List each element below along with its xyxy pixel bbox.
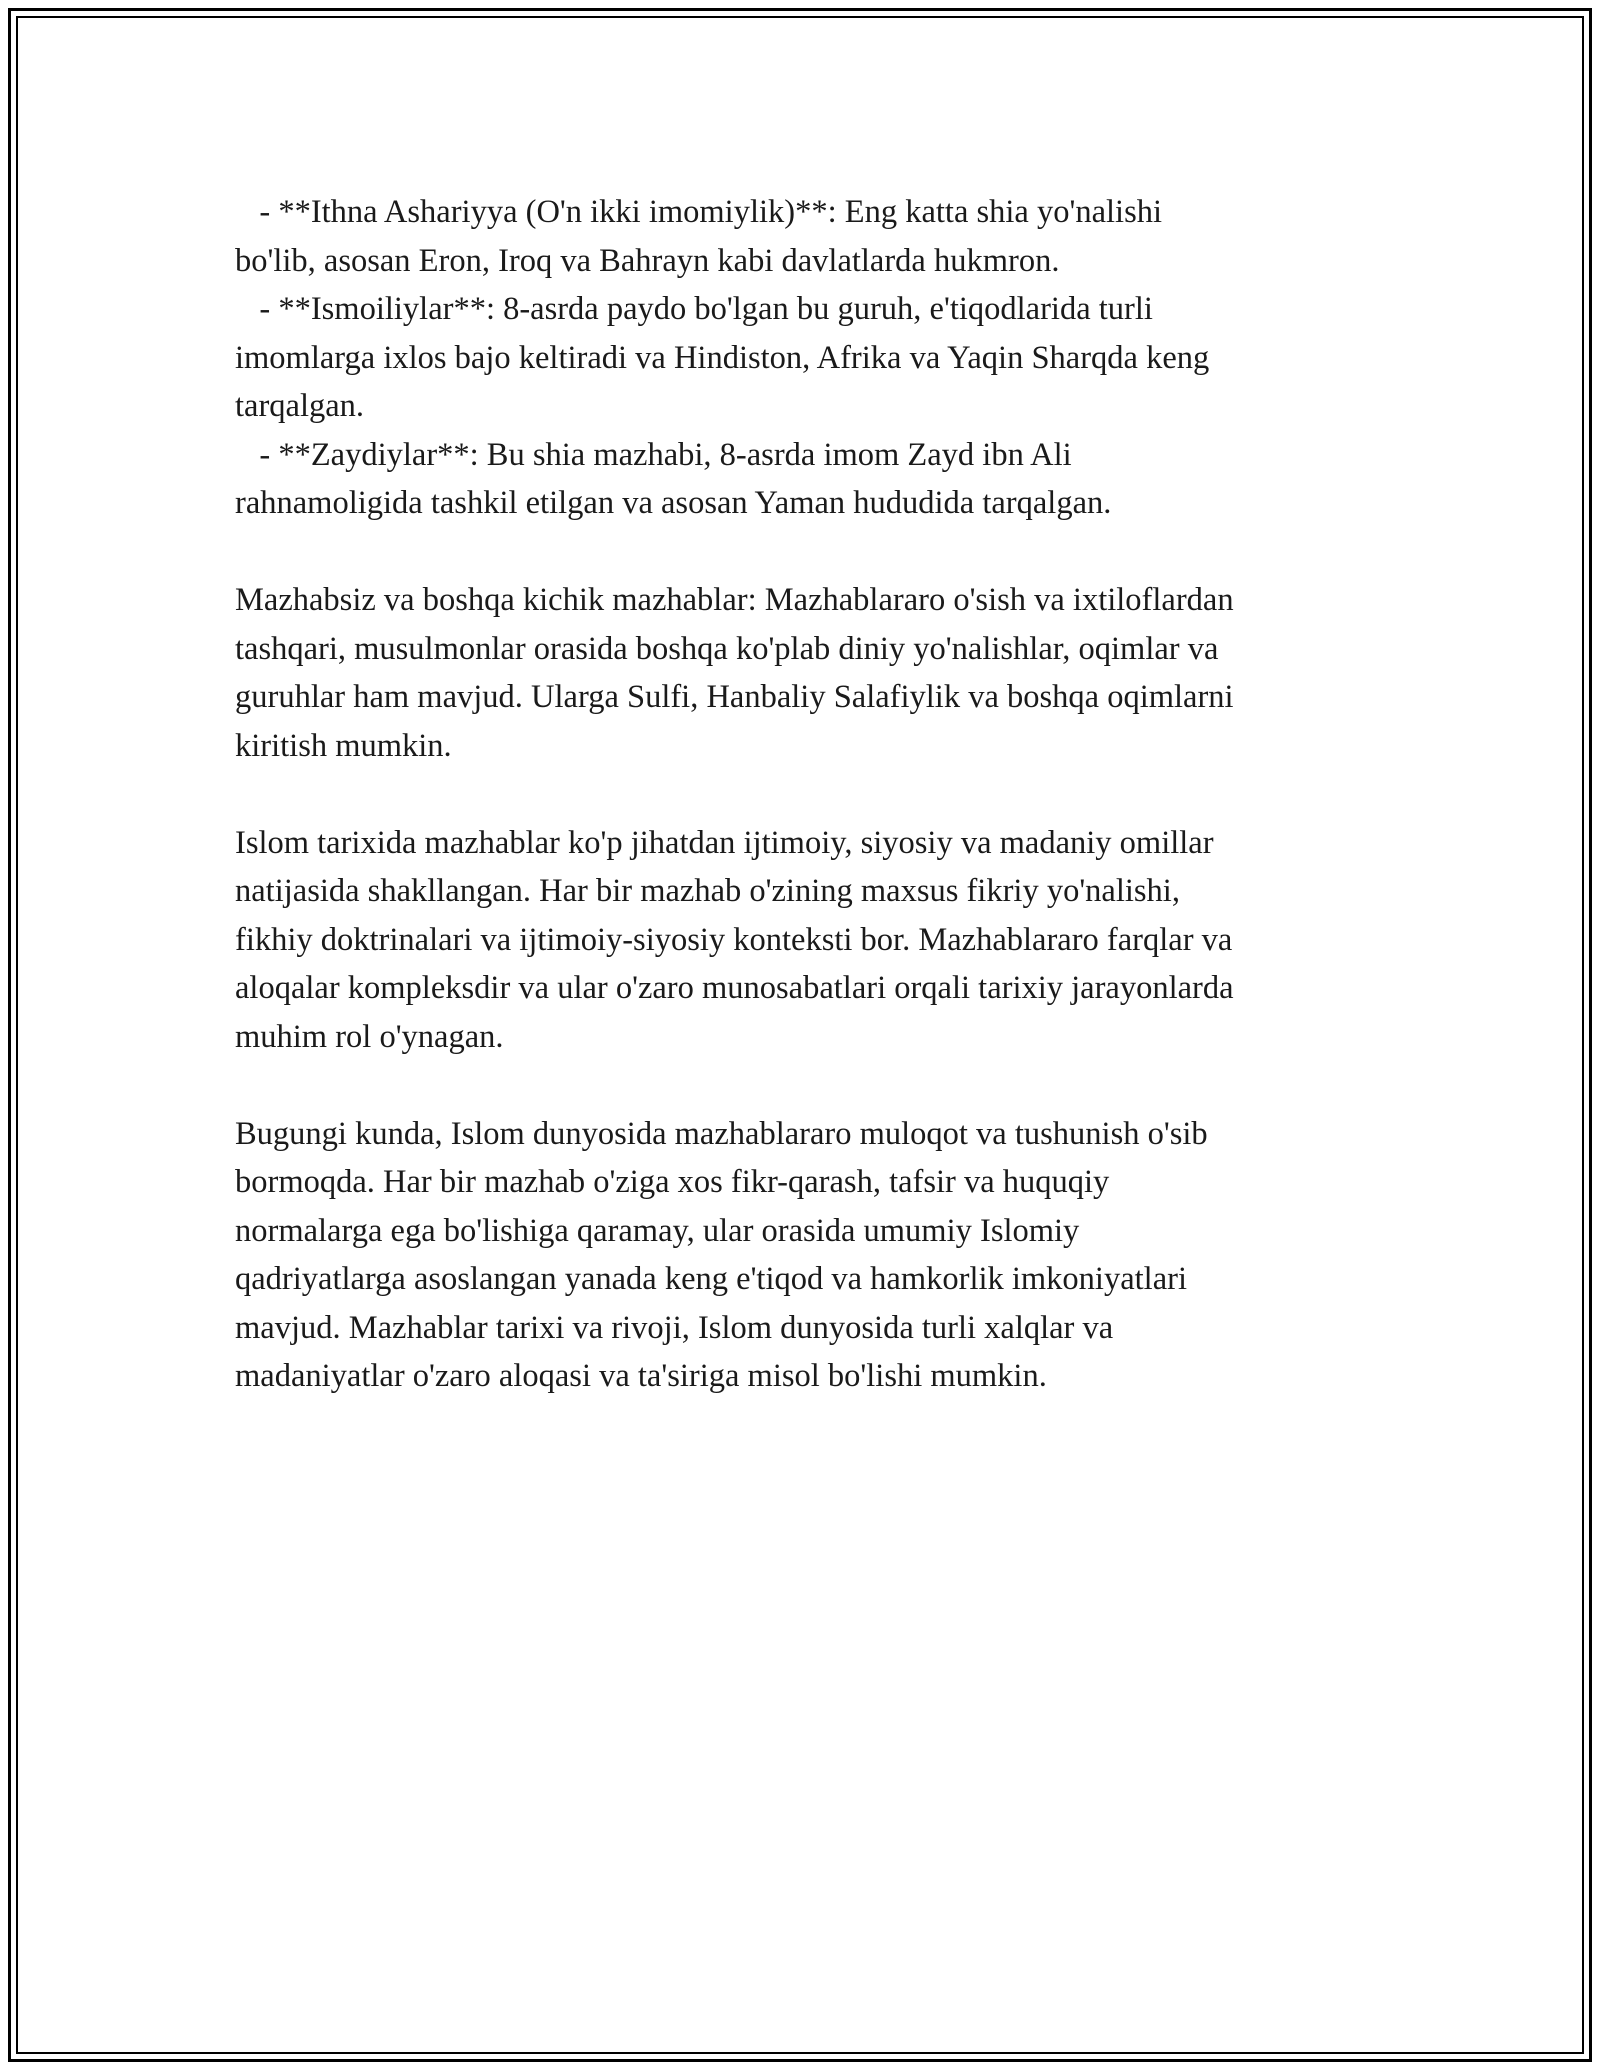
document-body: [235, 188, 1375, 1401]
text-line: - **Zaydiylar**: Bu shia mazhabi, 8-asrda imom Zayd ibn Ali: [235, 436, 1072, 473]
text-line: madaniyatlar o'zaro aloqasi va ta'siriga misol bo'lishi mumkin.: [235, 1358, 1047, 1394]
text-line: qadriyatlarga asoslangan yanada keng e'tiqod va hamkorlik imkoniyatlari: [235, 1261, 1187, 1297]
text-line: mavjud. Mazhablar tarixi va rivoji, Islom dunyosida turli xalqlar va: [235, 1309, 1114, 1346]
text-line: kiritish mumkin.: [235, 727, 452, 764]
text-line: bormoqda. Har bir mazhab o'ziga xos fikr-qarash, tafsir va huquqiy: [235, 1164, 1110, 1200]
text-line: rahnamoligida tashkil etilgan va asosan Yaman hududida tarqalgan.: [235, 485, 1112, 521]
text-line: - **Ismoiliylar**: 8-asrda paydo bo'lgan bu guruh, e'tiqodlarida turli: [235, 291, 1153, 327]
text-line: tashqari, musulmonlar orasida boshqa ko'plab diniy yo'nalishlar, oqimlar va: [235, 630, 1219, 667]
text-line: Mazhabsiz va boshqa kichik mazhablar: Mazhablararo o'sish va ixtiloflardan: [235, 582, 1234, 618]
blank-line: [235, 528, 1375, 577]
text-line: guruhlar ham mavjud. Ularga Sulfi, Hanbaliy Salafiylik va boshqa oqimlarni: [235, 679, 1234, 715]
text-line: fikhiy doktrinalari va ijtimoiy-siyosiy konteksti bor. Mazhablararo farqlar va: [235, 921, 1233, 958]
text-line: aloqalar kompleksdir va ular o'zaro munosabatlari orqali tarixiy jarayonlarda: [235, 970, 1234, 1006]
text-line: - **Ithna Ashariyya (O'n ikki imomiylik)**: Eng katta shia yo'nalishi: [235, 194, 1162, 230]
text-line: Bugungi kunda, Islom dunyosida mazhablararo muloqot va tushunish o'sib: [235, 1115, 1208, 1152]
blank-line: [235, 770, 1375, 819]
text-line: normalarga ega bo'lishiga qaramay, ular orasida umumiy Islomiy: [235, 1212, 1080, 1249]
text-line: Islom tarixida mazhablar ko'p jihatdan ijtimoiy, siyosiy va madaniy omillar: [235, 824, 1214, 861]
blank-line: [235, 1061, 1375, 1110]
text-line: tarqalgan.: [235, 388, 365, 424]
text-line: imomlarga ixlos bajo keltiradi va Hindiston, Afrika va Yaqin Sharqda keng: [235, 339, 1210, 376]
text-line: muhim rol o'ynagan.: [235, 1018, 504, 1055]
text-line: bo'lib, asosan Eron, Iroq va Bahrayn kabi davlatlarda hukmron.: [235, 242, 1060, 279]
text-line: natijasida shakllangan. Har bir mazhab o'zining maxsus fikriy yo'nalishi,: [235, 873, 1180, 909]
